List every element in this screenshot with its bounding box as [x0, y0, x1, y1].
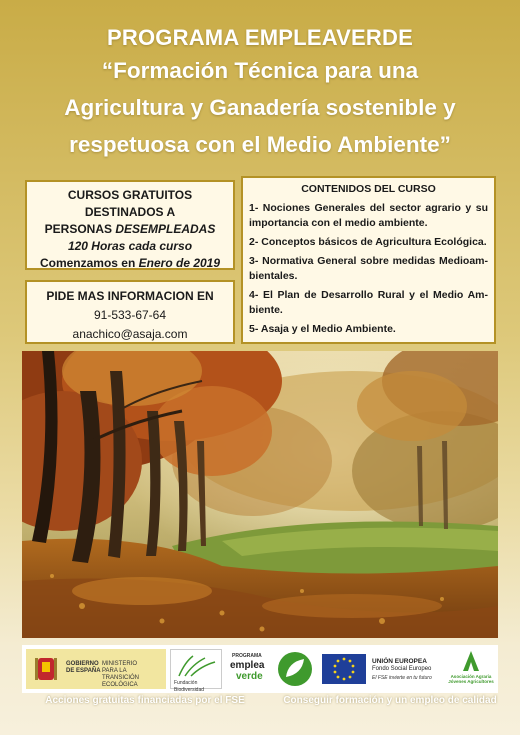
title-line-3: respetuosa con el Medio Ambiente” [69, 132, 451, 157]
contents-item: 3- Normativa General sobre medidas Medioam-bientales. [249, 255, 488, 282]
courses-start: Comenzamos en Enero de 2019 [39, 256, 221, 270]
sponsor-logos [22, 645, 498, 693]
ue-text-2: Fondo Social Europeo [372, 666, 432, 672]
contents-item: 2- Conceptos básicos de Agricultura Ecológica. [249, 236, 487, 248]
asaja-a-icon [461, 650, 481, 672]
footer-left-text: Acciones gratuitas financiadas por el FSE [45, 695, 245, 706]
ministerio-text-1: MINISTERIO [102, 661, 138, 667]
asaja-logo [446, 649, 496, 689]
asaja-text-2: Jóvenes Agricultores [448, 679, 494, 684]
contents-item: 1- Nociones Generales del sector agrario y su importancia con el medio ambiente. [249, 202, 488, 229]
fundacion-text: Fundación Biodiversidad [174, 680, 205, 693]
contents-item: 5- Asaja y el Medio Ambiente. [249, 323, 396, 335]
info-email: anachico@asaja.com [72, 327, 188, 341]
coat-of-arms-icon [34, 654, 58, 684]
courses-box [25, 180, 235, 270]
program-name: PROGRAMA EMPLEAVERDE [107, 25, 413, 50]
ministerio-text-2: PARA LA TRANSICIÓN ECOLÓGICA [102, 668, 140, 688]
courses-line-1: CURSOS GRATUITOS DESTINADOS A [67, 188, 193, 219]
asaja-text-1: Asociación Agraria [450, 674, 492, 679]
footer-right-text: Conseguir formación y un empleo de calidad [283, 695, 497, 706]
programa-text: PROGRAMA [232, 653, 262, 659]
gobierno-text-1: GOBIERNO [66, 661, 99, 667]
info-phone: 91-533-67-64 [93, 308, 167, 322]
info-box [25, 280, 235, 344]
emplea-verde-logo [228, 649, 318, 689]
gobierno-text-2: DE ESPAÑA [66, 668, 101, 674]
ue-text-1: UNIÓN EUROPEA [372, 658, 427, 665]
title-line-2: Agricultura y Ganadería sostenible y [64, 95, 456, 120]
contents-list [249, 201, 488, 337]
courses-line-2: PERSONAS DESEMPLEADAS [44, 222, 216, 236]
courses-hours: 120 Horas cada curso [67, 239, 193, 253]
gobierno-espana-logo [26, 649, 166, 689]
contents-heading: CONTENIDOS DEL CURSO [301, 183, 436, 195]
title-line-1: “Formación Técnica para una [101, 58, 419, 83]
poster-title [0, 24, 520, 163]
grass-icon [171, 652, 221, 678]
info-title: PIDE MAS INFORMACION EN [46, 289, 214, 303]
ue-text-3: El FSE invierte en tu futuro [372, 675, 432, 681]
union-europea-logo [322, 649, 444, 689]
fundacion-biodiversidad-logo [170, 649, 222, 693]
forest-photo [22, 351, 498, 638]
contents-item: 4- El Plan de Desarrollo Rural y el Medio Am-biente. [249, 289, 488, 316]
leaf-icon [276, 650, 314, 688]
eu-flag-icon [322, 654, 366, 684]
emplea-text: emplea [230, 660, 265, 671]
contents-box [241, 176, 496, 344]
verde-text: verde [236, 671, 263, 682]
